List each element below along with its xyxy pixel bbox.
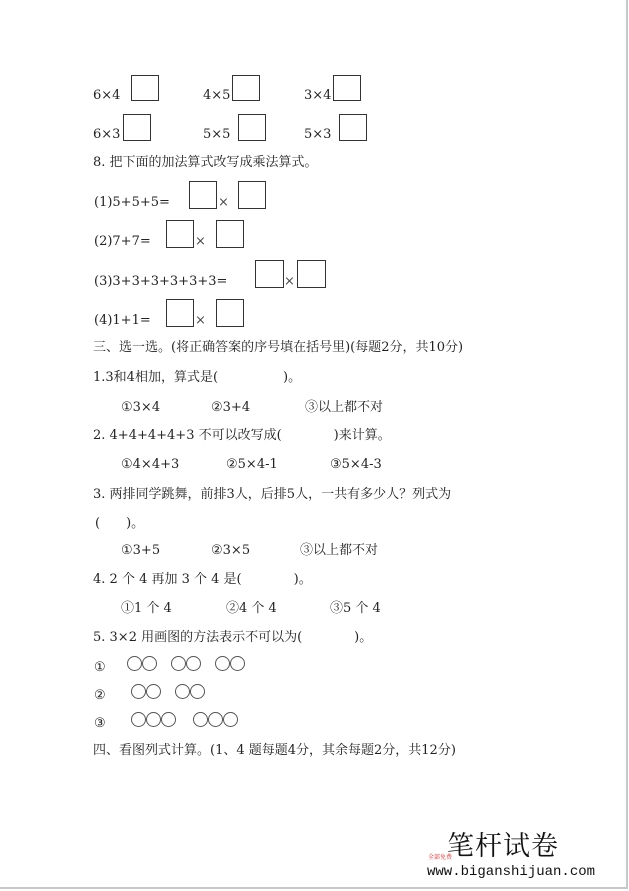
circle-icon <box>215 656 230 671</box>
circle-icon <box>146 684 161 699</box>
circle-icon <box>146 712 161 727</box>
picture-option-label[interactable]: ① <box>94 660 106 675</box>
answer-box[interactable] <box>238 181 266 209</box>
answer-box[interactable] <box>123 114 151 141</box>
option[interactable]: ②3×5 <box>211 543 251 558</box>
q7-expr: 5×5 <box>203 127 231 142</box>
option[interactable]: ①1 个 4 <box>121 601 172 616</box>
option[interactable]: ①3+5 <box>121 543 161 558</box>
answer-box[interactable] <box>216 299 244 327</box>
q8-item-4-label: (4)1+1= <box>94 313 151 328</box>
q7-expr: 5×3 <box>304 127 332 142</box>
multiply-sign: × <box>218 195 229 210</box>
circle-icon <box>208 712 223 727</box>
page-border-bottom <box>0 887 628 889</box>
q7-expr: 4×5 <box>203 88 231 103</box>
answer-box[interactable] <box>255 260 284 288</box>
question-stem: 4. 2 个 4 再加 3 个 4 是( )。 <box>93 572 312 587</box>
question-stem: 3. 两排同学跳舞，前排3人，后排5人，一共有多少人？列式为 <box>93 487 452 502</box>
circle-icon <box>131 684 146 699</box>
circle-icon <box>161 712 176 727</box>
circle-icon <box>175 684 190 699</box>
option[interactable]: ③5×4-3 <box>330 457 382 472</box>
question-8-title: 8. 把下面的加法算式改写成乘法算式。 <box>93 155 318 170</box>
circle-icon <box>190 684 205 699</box>
page-border-right <box>626 0 628 889</box>
multiply-sign: × <box>195 313 206 328</box>
answer-box[interactable] <box>333 75 361 101</box>
watermark-free-tag: 全部免费 <box>428 854 453 861</box>
multiply-sign: × <box>284 274 295 289</box>
multiply-sign: × <box>195 234 206 249</box>
option[interactable]: ③以上都不对 <box>305 400 384 415</box>
q7-expr: 6×3 <box>93 127 121 142</box>
question-stem: 1.3和4相加，算式是( )。 <box>93 370 302 385</box>
picture-option-label[interactable]: ② <box>94 688 106 703</box>
answer-box[interactable] <box>297 260 326 288</box>
answer-box[interactable] <box>238 114 266 141</box>
option[interactable]: ②3+4 <box>211 400 251 415</box>
option[interactable]: ③5 个 4 <box>330 601 381 616</box>
question-stem-continued: ( )。 <box>95 516 145 531</box>
answer-box[interactable] <box>216 220 244 248</box>
circle-icon <box>223 712 238 727</box>
q8-item-2-label: (2)7+7= <box>94 234 151 249</box>
watermark-brand: 笔杆试卷 <box>447 831 559 862</box>
answer-box[interactable] <box>166 220 194 248</box>
option[interactable]: ③以上都不对 <box>300 543 379 558</box>
q7-expr: 3×4 <box>304 88 332 103</box>
circle-icon <box>186 656 201 671</box>
circle-icon <box>230 656 245 671</box>
option[interactable]: ①3×4 <box>121 400 161 415</box>
answer-box[interactable] <box>232 75 260 101</box>
watermark-url[interactable]: www.biganshijuan.com <box>427 864 596 880</box>
circle-icon <box>193 712 208 727</box>
answer-box[interactable] <box>339 114 367 141</box>
answer-box[interactable] <box>131 75 159 101</box>
section-3-title: 三、选一选。(将正确答案的序号填在括号里)(每题2分，共10分) <box>93 340 464 355</box>
circle-icon <box>131 712 146 727</box>
q8-item-1-label: (1)5+5+5= <box>94 195 170 210</box>
q8-item-3-label: (3)3+3+3+3+3+3= <box>94 274 228 289</box>
q7-expr: 6×4 <box>93 88 121 103</box>
section-4-title: 四、看图列式计算。(1、4 题每题4分，其余每题2分，共12分) <box>93 743 456 758</box>
picture-option-label[interactable]: ③ <box>94 716 106 731</box>
question-stem: 2. 4+4+4+4+3 不可以改写成( )来计算。 <box>93 428 391 443</box>
option[interactable]: ②5×4-1 <box>226 457 278 472</box>
question-stem: 5. 3×2 用画图的方法表示不可以为( )。 <box>93 630 373 645</box>
circle-icon <box>142 656 157 671</box>
circle-icon <box>171 656 186 671</box>
answer-box[interactable] <box>189 181 217 209</box>
answer-box[interactable] <box>166 299 194 327</box>
option[interactable]: ①4×4+3 <box>121 457 180 472</box>
circle-icon <box>127 656 142 671</box>
option[interactable]: ②4 个 4 <box>226 601 277 616</box>
